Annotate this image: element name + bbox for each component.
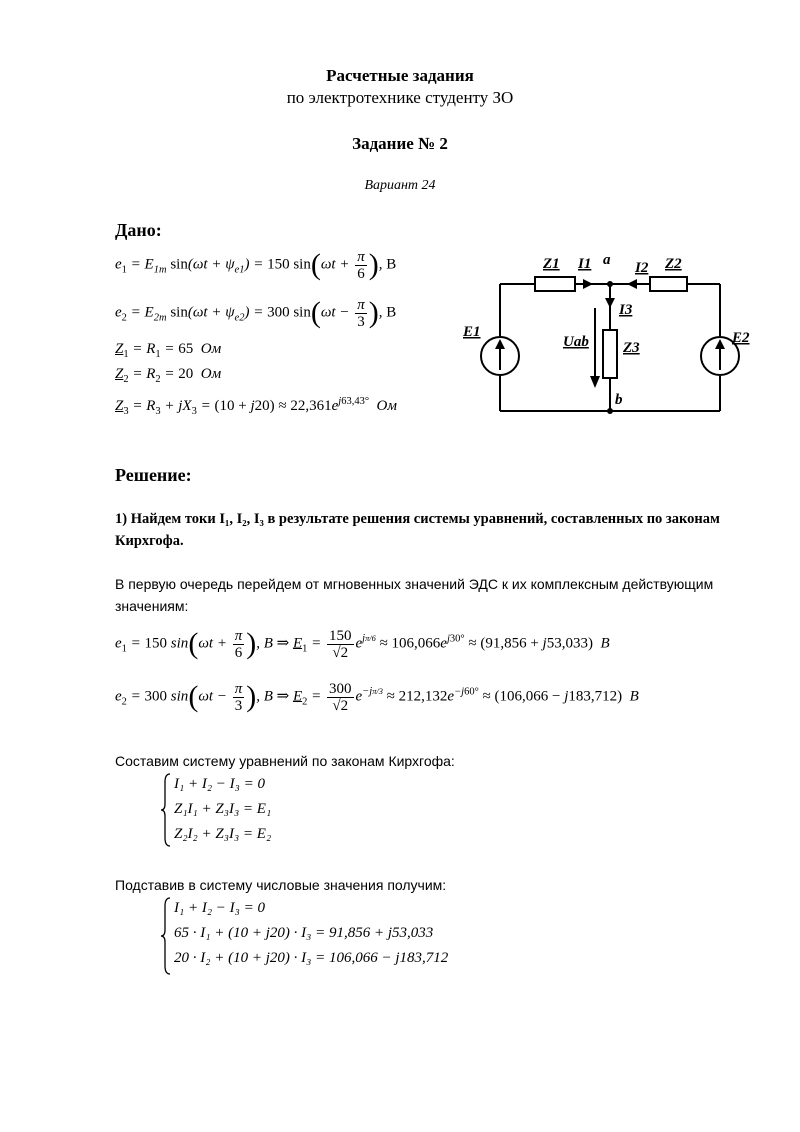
e1-complex: $e_1 = 150$ sin(ωt + $\frac{\pi}{6}$ ), B ⇒ $E_1$ = $\frac{150}{√2}$ $e^{j\pi/6} \approx 106,066e^{j30^\circ} \approx (91,856 + j53,033)$ B [115,627,610,661]
numeric-system [160,896,448,971]
kirchhoff-intro: Составим систему уравнений по законам Кирхгофа: [115,753,455,769]
given-z1: $Z_1 = R_1 = 65$ Ом [115,341,222,360]
label-i1: I1 [578,256,592,272]
numeric-intro: Подставив в систему числовые значения получим: [115,877,447,893]
document-title: Расчетные задания [326,66,474,85]
label-i2: I2 [635,260,649,276]
system1-row: I₁ + I₂ − I₃ = 0 [174,776,265,792]
given-z2: $Z_2 = R_2 = 20$ Ом [115,366,222,385]
system2-row: 20 · I₂ + (10 + j20) · I₃ = 106,066 − j183,712 [174,950,449,966]
label-i3: I3 [619,302,633,318]
given-z3: $Z_3 = R_3 + jX_3 = (10 + j20) \approx 22,361e^{j63,43^\circ}$ Ом [115,396,397,417]
system2-row: 65 · I₁ + (10 + j20) · I₃ = 91,856 + j53,033 [174,925,434,941]
label-z1: Z1 [543,256,560,272]
system1-row: Z₁I₁ + Z₃I₃ = E₁ [174,801,272,817]
label-node-b: b [615,392,623,408]
brace-icon [160,896,172,976]
system2-row: I₁ + I₂ − I₃ = 0 [174,900,265,916]
document-subtitle: по электротехнике студенту ЗО [286,88,514,107]
arrow-i3-icon [605,298,615,308]
resistor-z2 [650,277,687,291]
arrow-i2-icon [627,279,637,289]
given-e2: $e_2 = E_{2m}$ $\sin(\omega t + \psi_{e2}) = 300$ sin(ωt − $\frac{\pi}{3}$ ), B [115,296,397,330]
node-a [607,281,613,287]
resistor-z1 [535,277,575,291]
solution-heading: Решение: [115,465,192,485]
step1-heading: 1) Найдем токи I₁, I₂, I₃ в результате решения системы уравнений, составленных по законам Кирхгофа. [115,511,720,549]
arrow-i1-icon [583,279,593,289]
given-e1: $e_1 = E_{1m}$ $\sin(\omega t + \psi_{e1}) = 150$ sin(ωt + $\frac{\pi}{6}$ ), B [115,248,397,282]
resistor-z3 [603,330,617,378]
arrow-uab-icon [590,376,600,388]
label-e2: E2 [732,330,750,346]
intro-text: В первую очередь перейдем от мгновенных значений ЭДС к их комплексным действующим значениям: [115,576,714,614]
given-heading: Дано: [115,220,162,240]
brace-icon [160,772,172,848]
task-number: Задание № 2 [352,134,448,153]
source-e1-icon [481,337,519,375]
label-z2: Z2 [665,256,682,272]
label-node-a: a [603,252,611,268]
label-e1: E1 [463,324,481,340]
system1-row: Z₂I₂ + Z₃I₃ = E₂ [174,826,272,842]
kirchhoff-system [160,772,271,847]
node-b [607,408,613,414]
e2-complex: $e_2 = 300$ sin(ωt − $\frac{\pi}{3}$ ), B ⇒ $E_2$ = $\frac{300}{√2}$ $e^{-j\pi/3} \approx 212,132e^{-j60^\circ} \approx (106,066 - j183,712)$ B [115,680,639,714]
variant-label: Вариант 24 [364,178,436,193]
label-uab: Uab [563,334,589,350]
circuit-diagram [455,238,775,428]
label-z3: Z3 [623,340,640,356]
